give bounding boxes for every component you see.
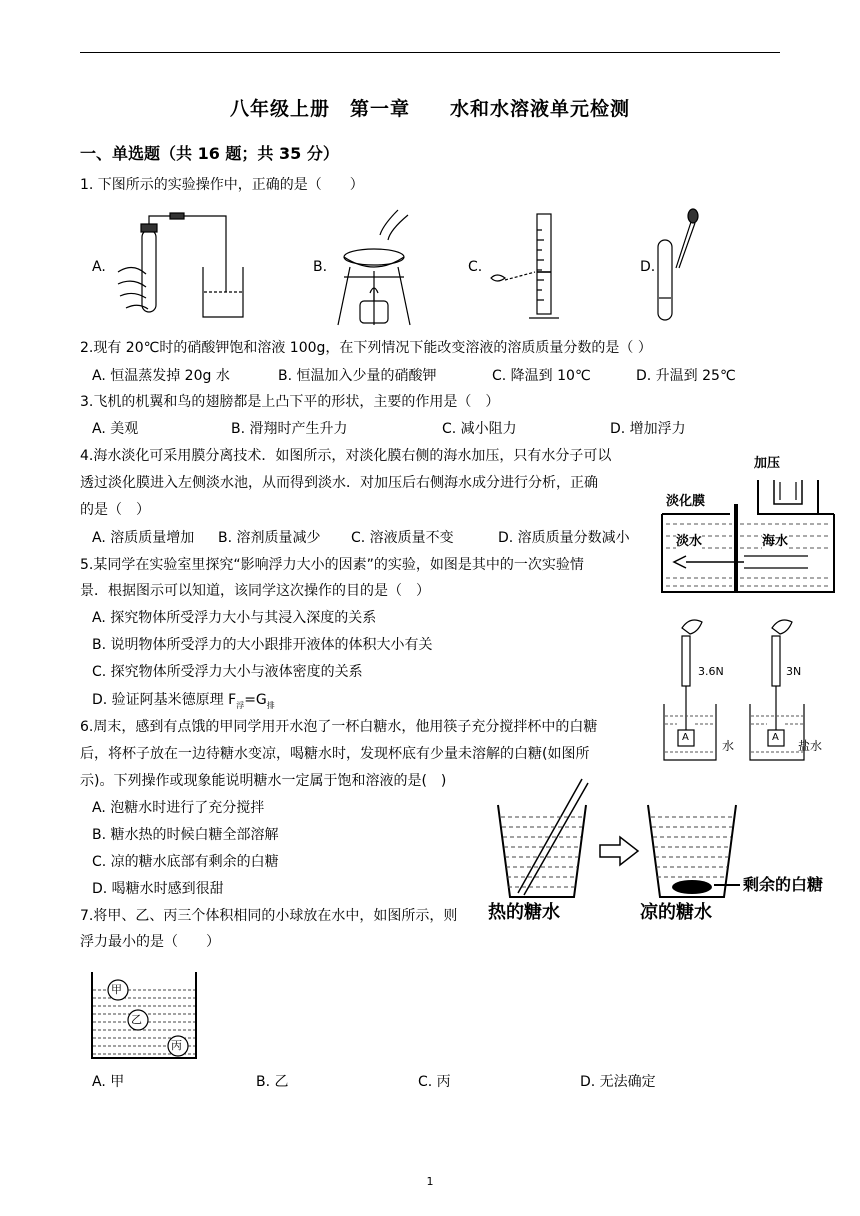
q4-option-a: A. 溶质质量增加 (92, 530, 195, 546)
q7-line-1: 7.将甲、乙、丙三个体积相同的小球放在水中，如图所示，则 (80, 908, 458, 924)
q1-option-d: D. (640, 259, 656, 275)
q4-label-fresh: 淡水 (676, 532, 702, 552)
q7-option-d: D. 无法确定 (580, 1074, 656, 1090)
q3-stem: 3.飞机的机翼和鸟的翅膀都是上凸下平的形状，主要的作用是（ ） (80, 394, 500, 410)
q4-line-1: 4.海水淡化可采用膜分离技术．如图所示，对淡化膜右侧的海水加压，只有水分子可以 (80, 448, 612, 464)
q6-label-residue: 剩余的白糖 (743, 875, 824, 894)
q4-label-sea: 海水 (762, 532, 788, 552)
q7-ball-bing: 丙 (171, 1039, 182, 1052)
q4-figure (658, 452, 838, 600)
q3-option-a: A. 美观 (92, 421, 139, 437)
q7-figure (88, 970, 200, 1062)
header-rule (80, 52, 780, 53)
q5-sub-float: 浮 (236, 700, 245, 710)
q4-line-2: 透过淡化膜进入左侧淡水池，从而得到淡水．对加压后右侧海水成分进行分析，正确 (80, 475, 598, 491)
q5-option-b: B. 说明物体所受浮力的大小跟排开液体的体积大小有关 (92, 637, 433, 653)
q1-option-c: C. (468, 259, 483, 275)
q7-option-a: A. 甲 (92, 1074, 125, 1090)
q5-option-d-mid: =G (244, 692, 267, 708)
q5-option-a: A. 探究物体所受浮力大小与其浸入深度的关系 (92, 610, 377, 626)
q2-option-c: C. 降温到 10℃ (492, 368, 591, 384)
q6-line-3: 示)。下列操作或现象能说明糖水一定属于饱和溶液的是( ) (80, 773, 447, 789)
q7-option-c: C. 丙 (418, 1074, 451, 1090)
q5-sub-displaced: 排 (266, 700, 275, 710)
q3-option-b: B. 滑翔时产生升力 (231, 421, 348, 437)
q7-line-2: 浮力最小的是（ ） (80, 934, 220, 950)
q7-ball-jia: 甲 (111, 983, 122, 996)
q6-line-2: 后，将杯子放在一边待糖水变凉，喝糖水时，发现杯底有少量未溶解的白糖(如图所 (80, 746, 590, 762)
q1-figure-c (485, 210, 575, 325)
q5-option-d-text: D. 验证阿基米德原理 F (92, 692, 237, 708)
q2-stem: 2.现有 20℃时的硝酸钾饱和溶液 100g，在下列情况下能改变溶液的溶质质量分数的是（ ） (80, 340, 652, 356)
q5-label-water: 水 (722, 739, 735, 753)
q2-option-a: A. 恒温蒸发掉 20g 水 (92, 368, 230, 384)
q4-option-c: C. 溶液质量不变 (351, 530, 454, 546)
q5-line-1: 5.某同学在实验室里探究“影响浮力大小的因素”的实验，如图是其中的一次实验情 (80, 557, 584, 573)
q6-option-a: A. 泡糖水时进行了充分搅拌 (92, 800, 265, 816)
q3-option-c: C. 减小阻力 (442, 421, 517, 437)
q5-option-c: C. 探究物体所受浮力大小与液体密度的关系 (92, 664, 363, 680)
q1-figure-d (652, 208, 702, 326)
q6-label-cold: 凉的糖水 (640, 902, 712, 923)
q1-stem: 1. 下图所示的实验操作中，正确的是（ ） (80, 177, 364, 193)
q6-figure (488, 775, 830, 927)
q6-option-d: D. 喝糖水时感到很甜 (92, 881, 224, 897)
page-title: 八年级上册 第一章 水和水溶液单元检测 (229, 98, 630, 120)
q5-option-d (92, 690, 275, 716)
q5-reading-2: 3N (786, 665, 802, 678)
q3-option-d: D. 增加浮力 (610, 421, 686, 437)
q2-option-d: D. 升温到 25℃ (636, 368, 736, 384)
q4-option-b: B. 溶剂质量减少 (218, 530, 321, 546)
q5-line-2: 景．根据图示可以知道，该同学这次操作的目的是（ ） (80, 583, 430, 599)
q5-label-saltwater: 盐水 (798, 739, 823, 753)
q6-option-b: B. 糖水热的时候白糖全部溶解 (92, 827, 279, 843)
q7-ball-yi: 乙 (131, 1013, 142, 1026)
page-number: 1 (426, 1175, 434, 1188)
q6-label-hot: 热的糖水 (488, 902, 560, 923)
q5-reading-1: 3.6N (698, 665, 724, 678)
q4-option-d: D. 溶质质量分数减小 (498, 530, 630, 546)
q1-figure-b (328, 205, 428, 330)
section-heading: 一、单选题（共 16 题；共 35 分） (80, 144, 339, 163)
q1-figure-a (108, 212, 248, 322)
q5-block-a-1: A (682, 732, 689, 743)
q2-option-b: B. 恒温加入少量的硝酸钾 (278, 368, 437, 384)
q5-figure (660, 612, 830, 767)
q4-label-pressure: 加压 (754, 456, 781, 471)
q7-option-b: B. 乙 (256, 1074, 289, 1090)
q4-line-3: 的是（ ） (80, 502, 150, 518)
q4-label-membrane: 淡化膜 (666, 494, 706, 509)
q6-option-c: C. 凉的糖水底部有剩余的白糖 (92, 854, 279, 870)
q5-block-a-2: A (772, 732, 779, 743)
q1-option-a: A. (92, 259, 106, 275)
q6-line-1: 6.周末，感到有点饿的甲同学用开水泡了一杯白糖水，他用筷子充分搅拌杯中的白糖 (80, 719, 598, 735)
q1-option-b: B. (313, 259, 328, 275)
